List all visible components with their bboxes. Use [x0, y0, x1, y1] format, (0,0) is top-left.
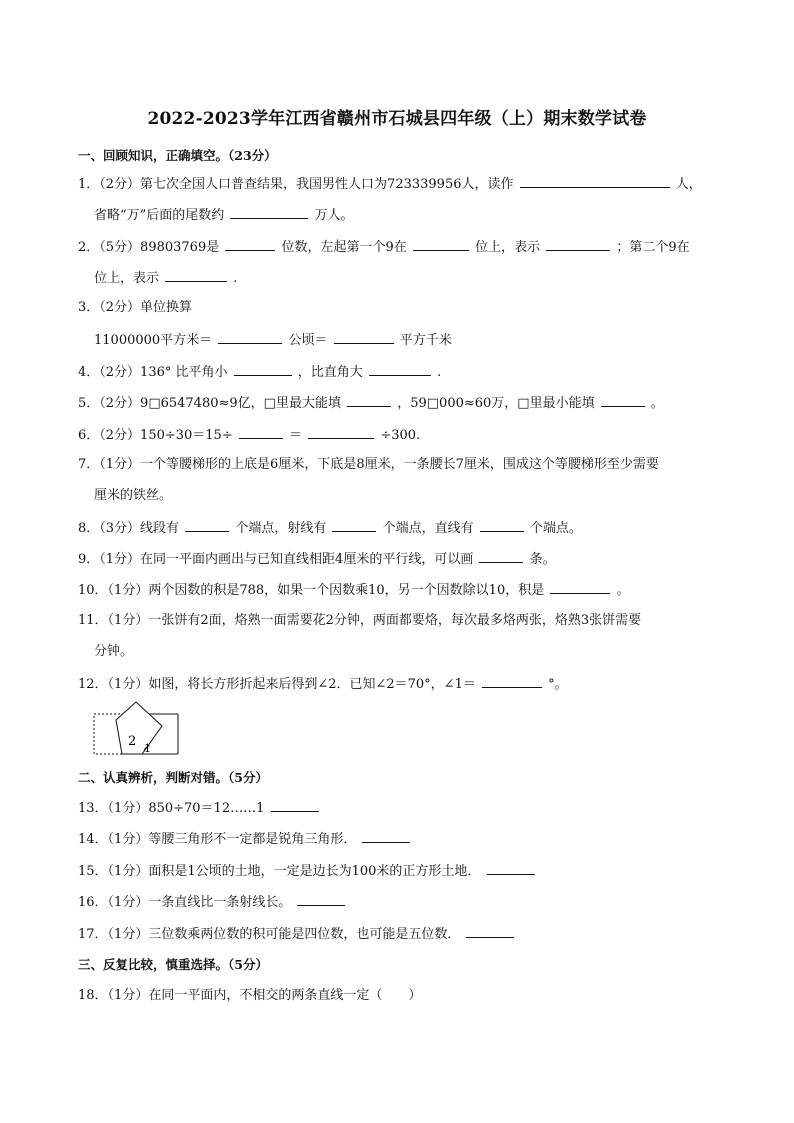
question-3-text-c: 公顷＝	[288, 333, 328, 348]
question-2-text-c: 位上，表示	[475, 240, 541, 255]
question-8-text-b: 个端点，射线有	[235, 521, 327, 536]
question-1	[78, 174, 702, 194]
folded-rectangle-figure	[92, 700, 188, 760]
question-9	[78, 549, 556, 569]
answer-blank[interactable]	[332, 518, 376, 532]
question-18: 18．（1分）在同一平面内，不相交的两条直线一定（ ）	[78, 988, 422, 1003]
question-8	[78, 518, 582, 538]
question-16	[78, 892, 347, 912]
question-17	[78, 924, 516, 944]
question-2	[78, 237, 690, 257]
question-2-text-b: 位数，左起第一个9在	[281, 240, 407, 255]
question-9-text-a: 9．（1分）在同一平面内画出与已知直线相距4厘米的平行线，可以画	[78, 552, 474, 567]
answer-blank[interactable]	[239, 425, 283, 439]
question-16-text: 16．（1分）一条直线比一条射线长。	[78, 895, 292, 910]
answer-blank[interactable]	[334, 330, 394, 344]
question-11-continued: 分钟。	[94, 644, 134, 659]
question-9-text-b: 条。	[529, 552, 556, 567]
question-5-text-a: 5．（2分）9□6547480≈9亿，□里最大能填	[78, 396, 341, 411]
question-14	[78, 829, 412, 849]
answer-blank[interactable]	[297, 892, 345, 906]
question-3-conversion	[94, 330, 452, 350]
question-13	[78, 798, 321, 818]
answer-blank[interactable]	[165, 268, 227, 282]
answer-blank[interactable]	[230, 205, 308, 219]
question-8-text-c: 个端点，直线有	[382, 521, 474, 536]
question-8-text-d: 个端点。	[529, 521, 582, 536]
question-15-text: 15．（1分）面积是1公顷的土地，一定是边长为100米的正方形土地．	[78, 864, 481, 879]
question-15	[78, 861, 537, 881]
question-17-text: 17．（1分）三位数乘两位数的积可能是四位数，也可能是五位数．	[78, 927, 461, 942]
question-5	[78, 393, 664, 413]
section-2-heading: 二、认真辨析，判断对错。（5分）	[78, 770, 268, 785]
question-2-text-e: 位上，表示	[94, 271, 160, 286]
answer-blank[interactable]	[546, 237, 610, 251]
question-1-text-c: 省略“万”后面的尾数约	[94, 208, 225, 223]
question-3-text-d: 平方千米	[399, 333, 452, 348]
answer-blank[interactable]	[225, 237, 275, 251]
answer-blank[interactable]	[487, 861, 535, 875]
question-4-text-b: ，比直角大	[297, 365, 363, 380]
question-6-text-c: ÷300.	[380, 428, 421, 443]
question-12-text-a: 12．（1分）如图，将长方形折起来后得到∠2．已知∠2＝70°，∠1＝	[78, 677, 476, 692]
answer-blank[interactable]	[185, 518, 229, 532]
exam-title: 2022-2023学年江西省赣州市石城县四年级（上）期末数学试卷	[147, 109, 647, 129]
question-6-text-b: ＝	[289, 428, 303, 443]
answer-blank[interactable]	[601, 393, 645, 407]
question-3-text-b: 11000000平方米＝	[94, 333, 213, 348]
answer-blank[interactable]	[362, 829, 410, 843]
angle-1-label: 1	[144, 742, 151, 755]
question-1-text-b: 人，	[675, 177, 702, 192]
question-10-text-a: 10．（1分）两个因数的积是788，如果一个因数乘10，另一个因数除以10，积是	[78, 583, 545, 598]
answer-blank[interactable]	[480, 518, 524, 532]
question-4	[78, 362, 441, 382]
question-8-text-a: 8．（3分）线段有	[78, 521, 180, 536]
question-2-continued	[94, 268, 237, 288]
answer-blank[interactable]	[413, 237, 469, 251]
answer-blank[interactable]	[369, 362, 431, 376]
question-4-text-c: .	[437, 365, 442, 380]
question-6	[78, 425, 420, 445]
question-13-text: 13．（1分）850÷70＝12……1	[78, 801, 265, 816]
question-3: 3．（2分）单位换算	[78, 300, 193, 315]
question-12-text-b: °。	[548, 677, 568, 692]
answer-blank[interactable]	[234, 362, 292, 376]
question-5-text-c: 。	[650, 396, 664, 411]
answer-blank[interactable]	[466, 924, 514, 938]
question-7: 7．（1分）一个等腰梯形的上底是6厘米，下底是8厘米，一条腰长7厘米，围成这个等腰梯形至少需要	[78, 457, 659, 472]
answer-blank[interactable]	[482, 674, 542, 688]
question-1-text-d: 万人。	[314, 208, 354, 223]
answer-blank[interactable]	[308, 425, 374, 439]
folded-flap	[116, 702, 162, 754]
answer-blank[interactable]	[271, 798, 319, 812]
question-10	[78, 580, 630, 600]
question-2-text-a: 2．（5分）89803769是	[78, 240, 220, 255]
answer-blank[interactable]	[520, 174, 670, 188]
question-7-continued: 厘米的铁丝。	[94, 488, 173, 503]
answer-blank[interactable]	[479, 549, 523, 563]
question-4-text-a: 4．（2分）136° 比平角小	[78, 365, 228, 380]
question-2-text-d: ；第二个9在	[616, 240, 690, 255]
question-5-text-b: ，59□000≈60万，□里最小能填	[397, 396, 595, 411]
answer-blank[interactable]	[218, 330, 282, 344]
answer-blank[interactable]	[347, 393, 391, 407]
question-2-text-f: .	[233, 271, 238, 286]
question-1-text-a: 1．（2分）第七次全国人口普查结果，我国男性人口为723339956人，读作	[78, 177, 514, 192]
answer-blank[interactable]	[550, 580, 610, 594]
question-14-text: 14．（1分）等腰三角形不一定都是锐角三角形．	[78, 832, 357, 847]
question-12	[78, 674, 568, 694]
section-3-heading: 三、反复比较，慎重选择。（5分）	[78, 957, 268, 972]
section-1-heading: 一、回顾知识，正确填空。（23分）	[78, 148, 277, 163]
question-6-text-a: 6．（2分）150÷30＝15÷	[78, 428, 233, 443]
question-1-continued	[94, 205, 354, 225]
angle-2-label: 2	[128, 734, 137, 749]
question-11: 11．（1分）一张饼有2面，烙熟一面需要花2分钟，两面都要烙，每次最多烙两张，烙熟3张饼需要	[78, 613, 642, 628]
question-10-text-b: 。	[616, 583, 630, 598]
